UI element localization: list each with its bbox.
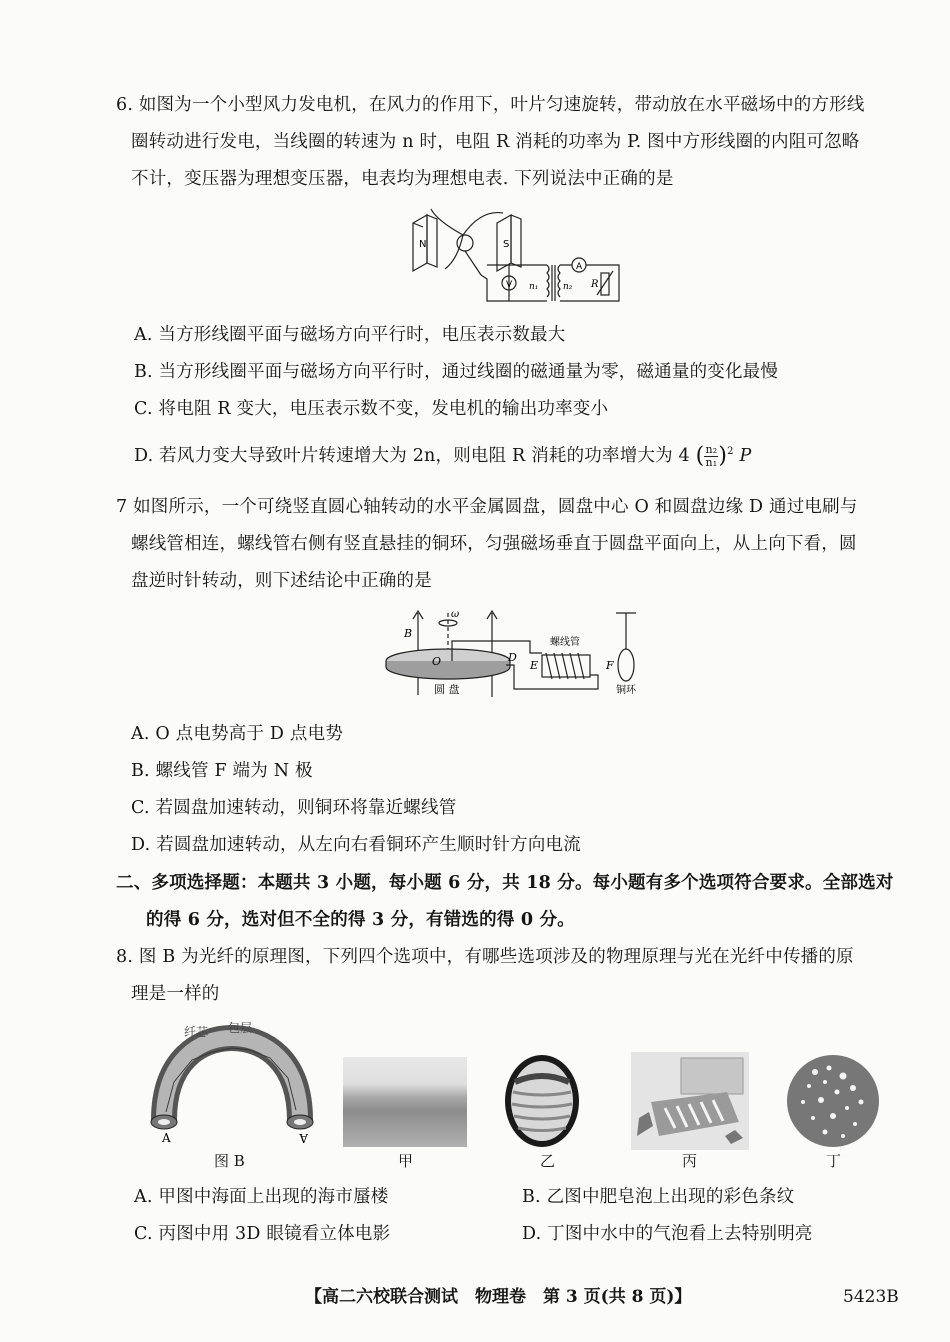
optical-fiber-figure: [150, 1020, 320, 1145]
caption-yi: 乙: [540, 1152, 556, 1170]
q8-stem-line-1: 8. 图 B 为光纤的原理图，下列四个选项中，有哪些选项涉及的物理原理与光在光纤中传播的原: [116, 947, 854, 967]
section2-heading-line-1: 二、多项选择题：本题共 3 小题，每小题 6 分，共 18 分。每小题有多个选项符合要求。全部选对: [116, 873, 894, 893]
water-bubbles-photo: [785, 1052, 881, 1150]
q8-option-a: A. 甲图中海面上出现的海市蜃楼: [134, 1187, 389, 1207]
caption-bing: 丙: [682, 1152, 698, 1170]
mirage-photo: [343, 1057, 467, 1147]
fig7-solenoid-label: 螺线管: [550, 637, 580, 648]
fig7-disc-label: 圆 盘: [434, 683, 460, 696]
q6-option-d-tail: P: [739, 445, 752, 466]
fig6-n2-label: n₂: [563, 282, 573, 292]
q6-option-d-numerator: n₂: [705, 442, 718, 456]
q6-option-b: B. 当方形线圈平面与磁场方向平行时，通过线圈的磁通量为零，磁通量的变化最慢: [134, 362, 779, 382]
page-footer: 【高二六校联合测试 物理卷 第 3 页(共 8 页)】: [305, 1287, 692, 1307]
wind-generator-circuit-figure: [405, 205, 625, 305]
section2-heading-line-2: 的得 6 分，选对但不全的得 3 分，有错选的得 0 分。: [146, 910, 575, 930]
soap-bubble-photo: [503, 1052, 581, 1150]
fiber-end-a-label: A: [162, 1131, 171, 1145]
fig7-omega-label: ω: [451, 609, 460, 620]
fig7-b-label: B: [404, 627, 413, 640]
fig6-label-n: N: [419, 239, 427, 250]
caption-figure-b: 图 B: [214, 1152, 245, 1170]
q6-option-d: D. 若风力变大导致叶片转速增大为 2n，则电阻 R 消耗的功率增大为 4 ( $\frac{\text{n₂}}{\text{n₁}}$ )$^2$ P: [134, 442, 752, 469]
q6-option-d-denominator: n₁: [705, 455, 718, 469]
q8-option-b: B. 乙图中肥皂泡上出现的彩色条纹: [522, 1187, 795, 1207]
q7-option-a: A. O 点电势高于 D 点电势: [131, 724, 344, 744]
disc-solenoid-figure: [380, 605, 650, 705]
fig7-o-label: O: [432, 655, 442, 668]
paper-code: 5423B: [843, 1287, 899, 1307]
q6-stem-line-2: 圈转动进行发电，当线圈的转速为 n 时，电阻 R 消耗的功率为 P. 图中方形线圈的内阻可忽略: [131, 132, 860, 152]
caption-ding: 丁: [826, 1152, 842, 1170]
q7-option-d: D. 若圆盘加速转动，从左向右看铜环产生顺时针方向电流: [131, 835, 581, 855]
fiber-cladding-label: 包层: [228, 1021, 253, 1035]
q6-option-d-exponent: 2: [727, 446, 734, 457]
fig6-label-s: S: [503, 239, 510, 250]
q8-stem-line-2: 理是一样的: [131, 984, 220, 1004]
fiber-core-label: 纤芯: [184, 1025, 209, 1039]
q6-stem-line-3: 不计，变压器为理想变压器，电表均为理想电表. 下列说法中正确的是: [131, 169, 674, 189]
fig6-resistor-label: R: [591, 279, 599, 290]
fiber-end-a-inverted-label: A: [299, 1131, 308, 1145]
q7-stem-line-1: 7 如图所示，一个可绕竖直圆心轴转动的水平金属圆盘，圆盘中心 O 和圆盘边缘 D 通过电刷与: [116, 497, 858, 517]
q7-option-b: B. 螺线管 F 端为 N 极: [131, 761, 313, 781]
caption-jia: 甲: [398, 1152, 414, 1170]
fig6-voltmeter-label: V: [506, 280, 513, 290]
fig7-ring-label: 铜环: [616, 685, 636, 696]
q7-stem-line-3: 盘逆时针转动，则下述结论中正确的是: [131, 571, 432, 591]
q6-option-d-fraction: [704, 444, 718, 469]
3d-cinema-photo: [631, 1052, 749, 1150]
q6-option-c: C. 将电阻 R 变大，电压表示数不变，发电机的输出功率变小: [134, 399, 609, 419]
q6-stem-line-1: 6. 如图为一个小型风力发电机，在风力的作用下，叶片匀速旋转，带动放在水平磁场中的方形线: [116, 95, 865, 115]
fig6-ammeter-label: A: [576, 262, 583, 272]
q6-option-a: A. 当方形线圈平面与磁场方向平行时，电压表示数最大: [134, 325, 566, 345]
fig7-f-label: F: [606, 659, 614, 672]
q7-stem-line-2: 螺线管相连，螺线管右侧有竖直悬挂的铜环，匀强磁场垂直于圆盘平面向上，从上向下看，圆: [131, 534, 857, 554]
fig6-n1-label: n₁: [529, 282, 539, 292]
q8-option-c: C. 丙图中用 3D 眼镜看立体电影: [134, 1224, 391, 1244]
q7-option-c: C. 若圆盘加速转动，则铜环将靠近螺线管: [131, 798, 457, 818]
q6-option-d-text: D. 若风力变大导致叶片转速增大为 2n，则电阻 R 消耗的功率增大为 4: [134, 445, 690, 466]
fig7-e-label: E: [530, 659, 539, 672]
fig7-d-label: D: [508, 651, 517, 664]
q8-option-d: D. 丁图中水中的气泡看上去特别明亮: [522, 1224, 813, 1244]
